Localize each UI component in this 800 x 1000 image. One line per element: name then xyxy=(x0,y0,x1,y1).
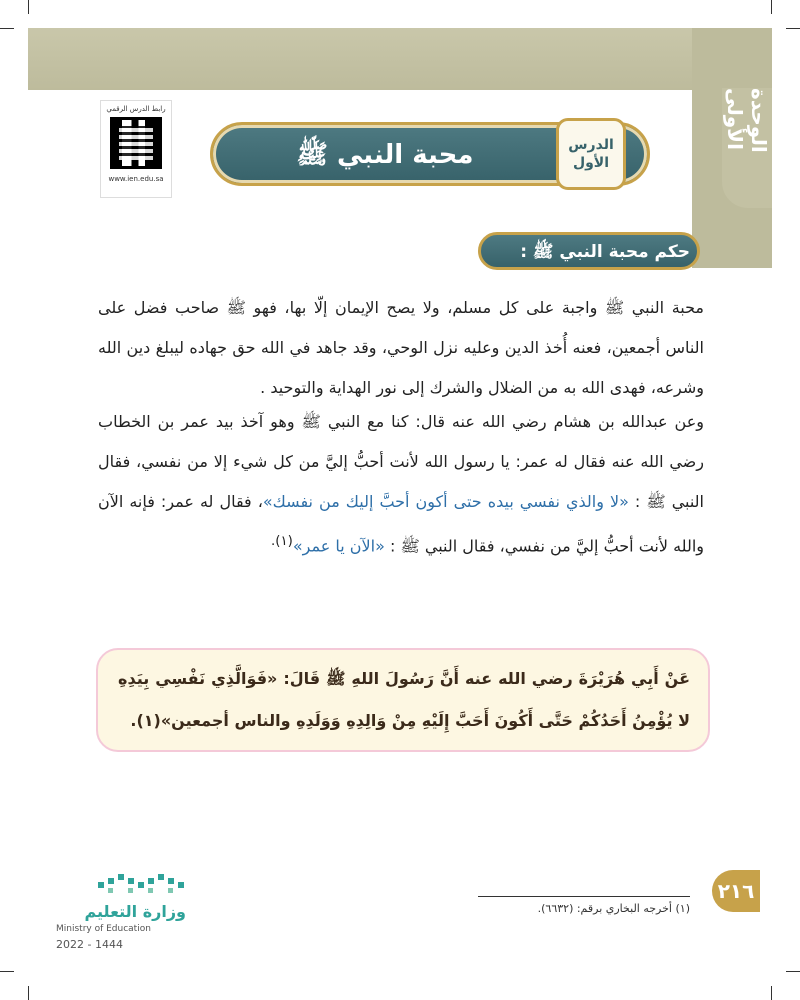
header-band xyxy=(28,28,772,90)
paragraph-2 xyxy=(98,402,704,566)
qr-code-icon[interactable] xyxy=(110,117,162,169)
ministry-logo-icon xyxy=(96,868,186,898)
prophet-quote-1: «لا والذي نفسي بيده حتى أكون أحبَّ إليك من نفسك» xyxy=(262,492,629,511)
qr-code-card[interactable] xyxy=(100,100,172,198)
paragraph-1: محبة النبي ﷺ واجبة على كل مسلم، ولا يصح الإيمان إلّا بها، فهو ﷺ صاحب فضل على الناس أجمعين، فعنه أُخذ الدين وعليه نزل الوحي، وقد جاهد في الله حق جهاده ليبلغ دين الله وشرعه، فهدى الله به من الضلال والشرك إلى نور الهداية والتوحيد . xyxy=(98,298,704,397)
crop-mark xyxy=(28,0,29,14)
footnote-divider xyxy=(478,896,690,897)
page-number: ٢١٦ xyxy=(717,879,755,903)
crop-mark xyxy=(28,986,29,1000)
crop-mark xyxy=(0,971,14,972)
hadith-text: عَنْ أَبِي هُرَيْرَةَ رضي الله عنه أَنَّ رَسُولَ اللهِ ﷺ قَالَ: «فَوَالَّذِي نَفْسِي بِيَدِهِ لا يُؤْمِنُ أَحَدُكُمْ حَتَّى أَكُونَ أَحَبَّ إِلَيْهِ مِنْ وَالِدِهِ وَوَلَدِهِ والناس أجمعين»(١). xyxy=(118,669,690,730)
crop-mark xyxy=(0,28,14,29)
ministry-name-arabic: وزارة التعليم xyxy=(84,902,186,921)
section-title: حكم محبة النبي ﷺ : xyxy=(520,242,690,262)
ministry-logo xyxy=(56,862,196,954)
edition-year: 2022 - 1444 xyxy=(56,938,123,951)
crop-mark xyxy=(771,0,772,14)
footnote-reference: (١). xyxy=(271,534,293,549)
prophet-quote-2: «الآن يا عمر» xyxy=(292,536,385,556)
unit-label: الوحدة الأولى xyxy=(723,88,771,153)
lesson-badge xyxy=(556,118,626,190)
paragraph-2-text-a: وعن عبدالله بن هشام رضي الله عنه قال: كنا مع النبي ﷺ وهو آخذ بيد عمر بن الخطاب رضي الله عنه فقال له عمر: يا رسول الله لأنت أحبُّ إليَّ من كل شيء إلا من نفسي، فقال النبي ﷺ : xyxy=(98,412,705,511)
crop-mark xyxy=(771,986,772,1000)
lesson-badge-line1: الدرس xyxy=(568,137,614,153)
crop-mark xyxy=(786,28,800,29)
qr-url[interactable]: www.ien.edu.sa xyxy=(108,175,164,183)
footnote: (١) أخرجه البخاري برقم: (٦٦٣٢). xyxy=(537,902,690,915)
paragraph-2-text-b: ، فقال له عمر: فإنه الآن والله لأنت أحبُّ إليَّ من نفسي، فقال النبي ﷺ : xyxy=(98,492,704,556)
lesson-title: محبة النبي ﷺ xyxy=(296,140,474,170)
crop-mark xyxy=(786,971,800,972)
ministry-name-english: Ministry of Education xyxy=(56,924,151,934)
lesson-badge-line2: الأول xyxy=(572,155,610,171)
unit-tab xyxy=(722,88,772,208)
page-number-badge xyxy=(712,870,760,912)
qr-title: رابط الدرس الرقمي xyxy=(106,105,166,113)
